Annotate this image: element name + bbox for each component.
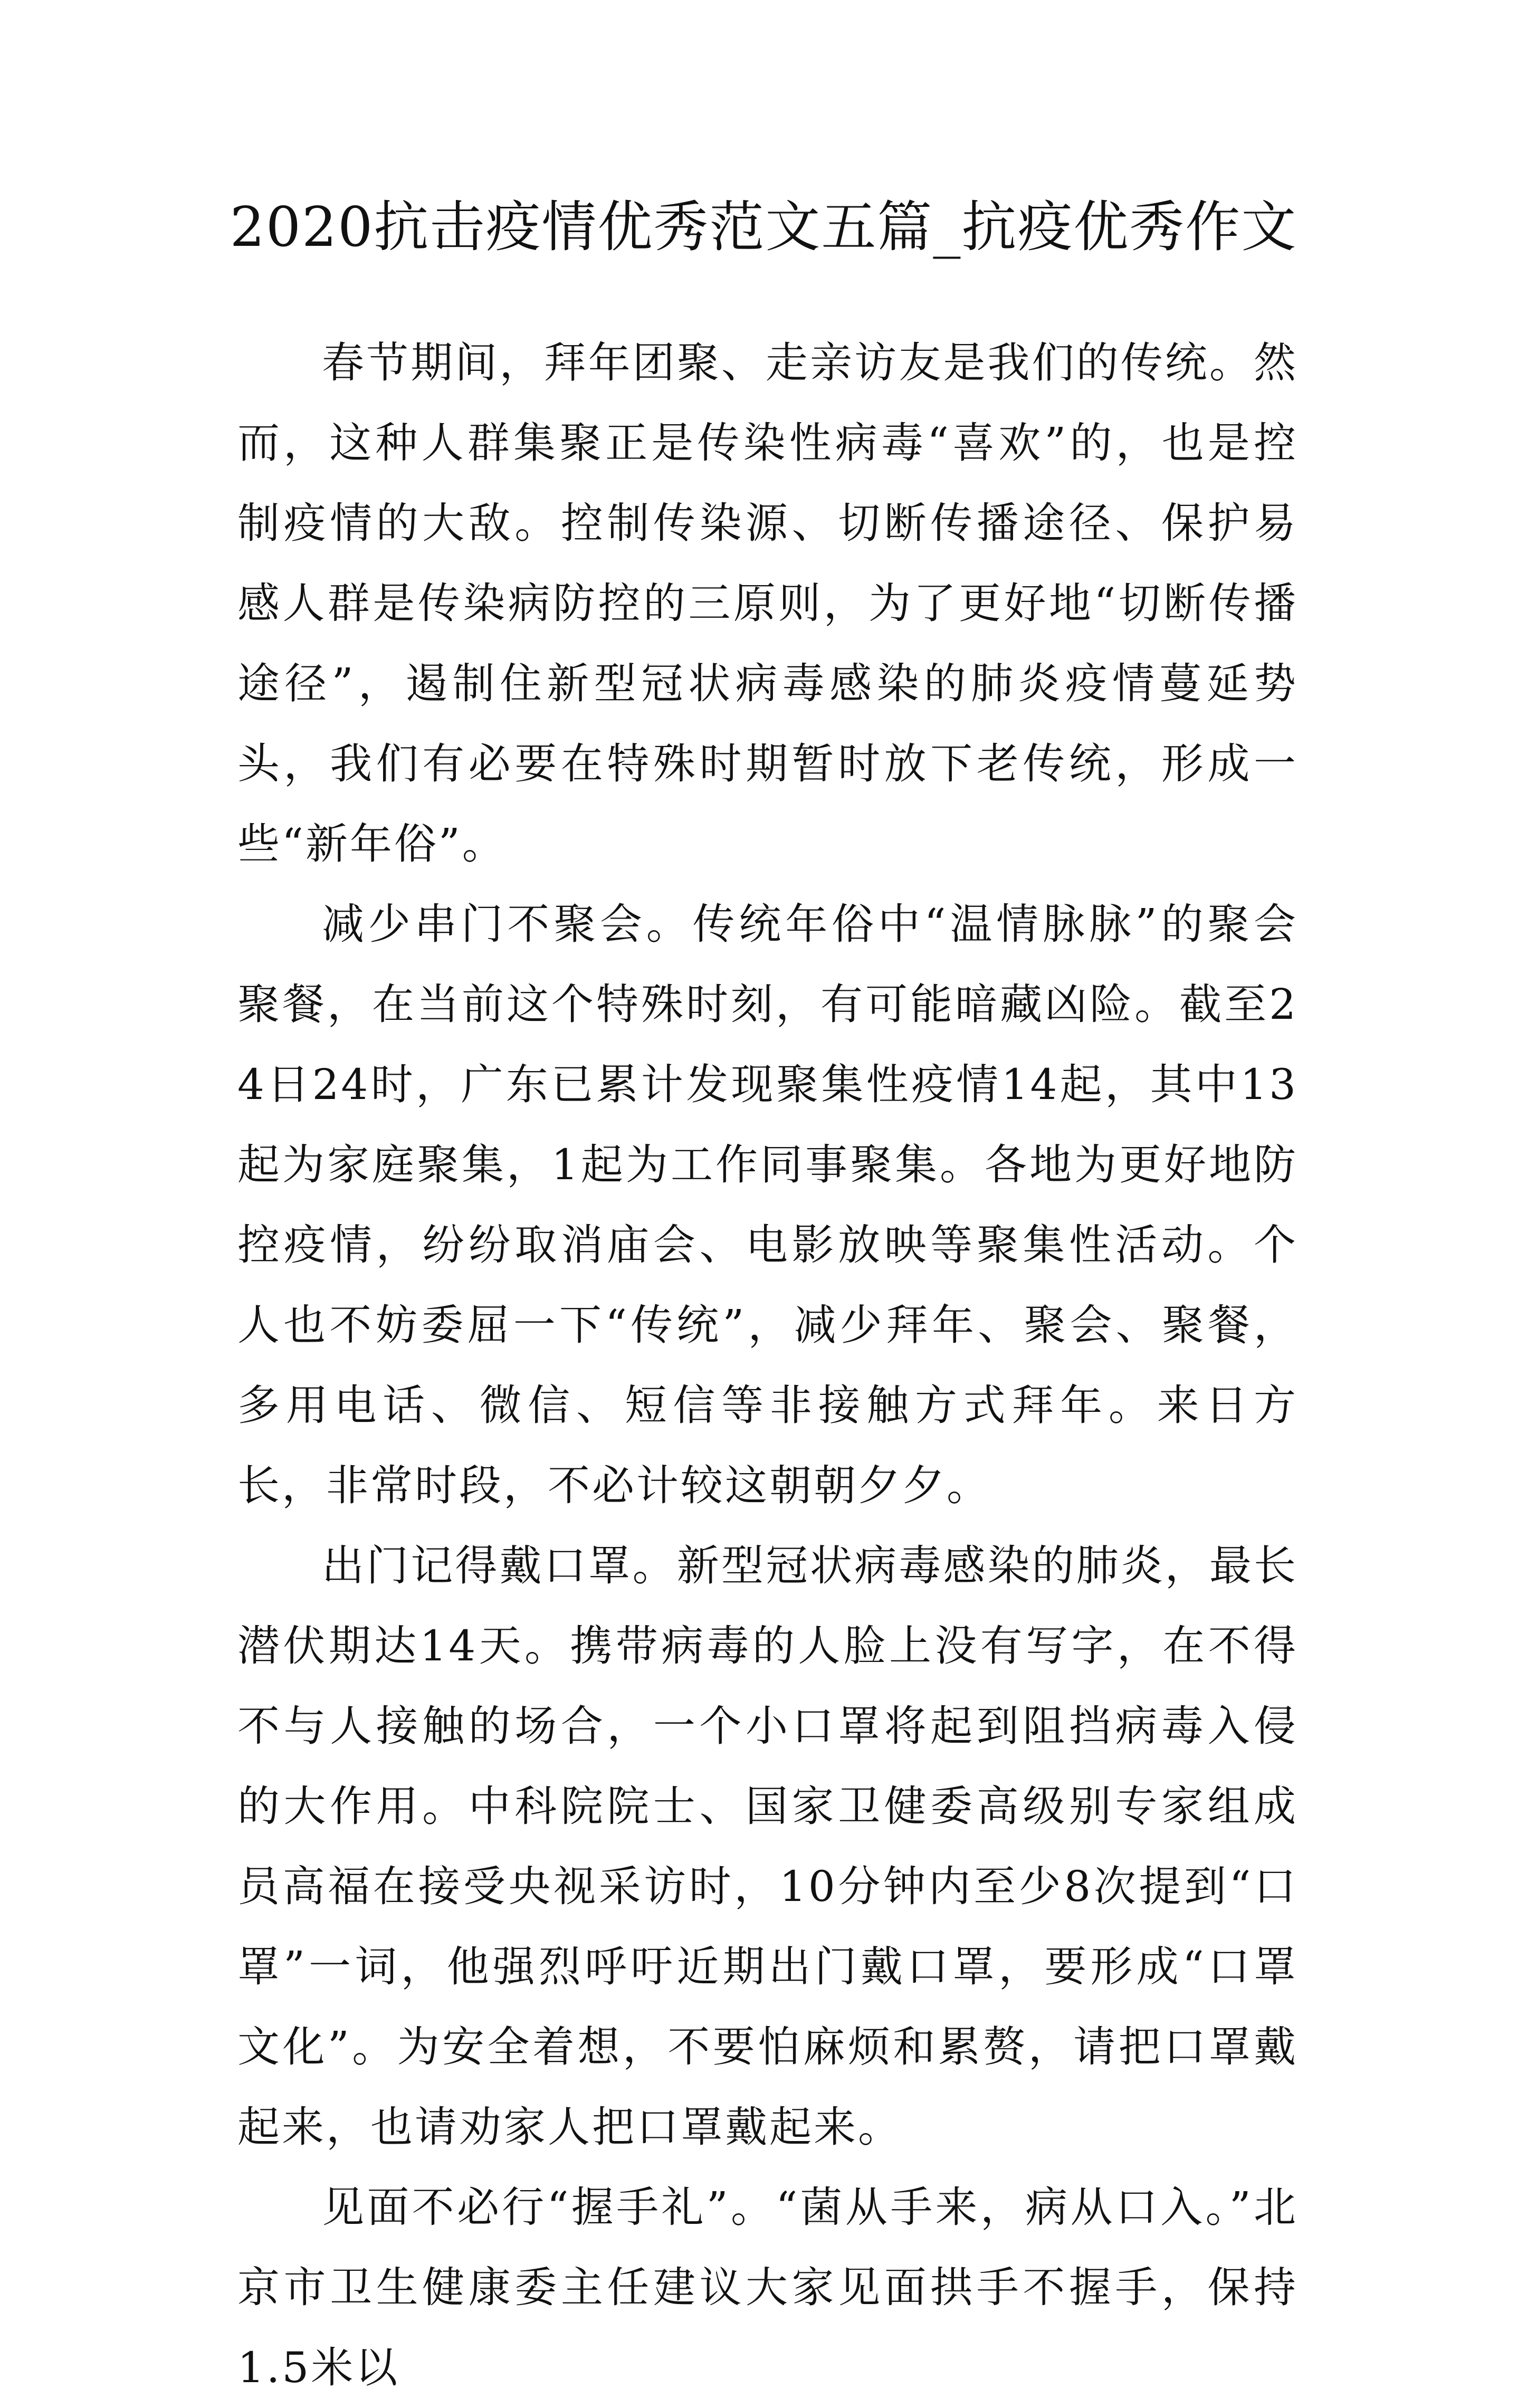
document-title: 2020抗击疫情优秀范文五篇_抗疫优秀作文 bbox=[230, 195, 1297, 259]
paragraph-no-gatherings: 减少串门不聚会。传统年俗中“温情脉脉”的聚会聚餐，在当前这个特殊时刻，有可能暗藏凶险。截至24日24时，广东已累计发现聚集性疫情14起，其中13起为家庭聚集，1起为工作同事聚集。各地为更好地防控疫情，纷纷取消庙会、电影放映等聚集性活动。个人也不妨委屈一下“传统”，减少拜年、聚会、聚餐，多用电话、微信、短信等非接触方式拜年。来日方长，非常时段，不必计较这朝朝夕夕。 bbox=[237, 900, 1298, 1510]
paragraph-wear-masks: 出门记得戴口罩。新型冠状病毒感染的肺炎，最长潜伏期达14天。携带病毒的人脸上没有写字，在不得不与人接触的场合，一个小口罩将起到阻挡病毒入侵的大作用。中科院院士、国家卫健委高级别专家组成员高福在接受央视采访时，10分钟内至少8次提到“口罩”一词，他强烈呼吁近期出门戴口罩，要形成“口罩文化”。为安全着想，不要怕麻烦和累赘，请把口罩戴起来，也请劝家人把口罩戴起来。 bbox=[237, 1541, 1298, 2152]
paragraph-spring-festival: 春节期间，拜年团聚、走亲访友是我们的传统。然而，这种人群集聚正是传染性病毒“喜欢”的，也是控制疫情的大敌。控制传染源、切断传播途径、保护易感人群是传染病防控的三原则，为了更好地“切断传播途径”，遏制住新型冠状病毒感染的肺炎疫情蔓延势头，我们有必要在特殊时期暂时放下老传统，形成一些“新年俗”。 bbox=[237, 338, 1298, 868]
document-body bbox=[237, 323, 1298, 2408]
paragraph-no-handshake: 见面不必行“握手礼”。“菌从手来，病从口入。”北京市卫生健康委主任建议大家见面拱手不握手，保持1.5米以 bbox=[237, 2183, 1298, 2392]
